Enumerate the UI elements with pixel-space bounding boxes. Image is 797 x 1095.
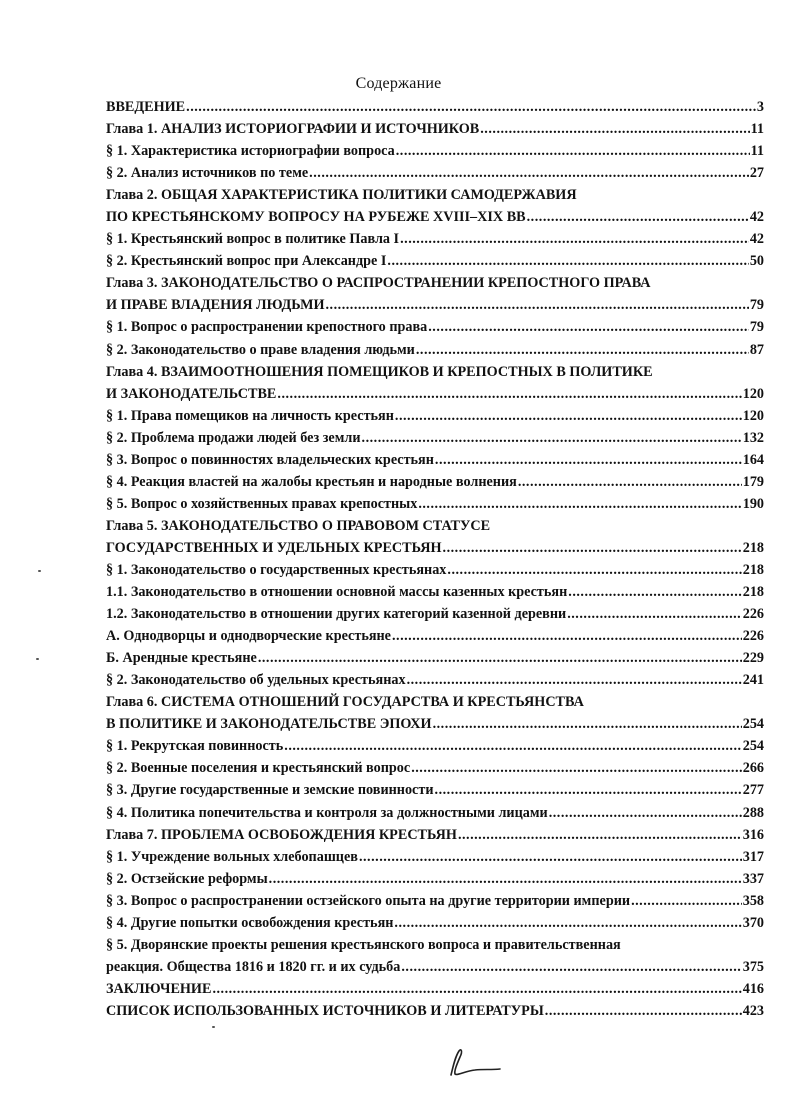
toc-dot-leader <box>518 471 742 493</box>
toc-entry <box>106 603 764 625</box>
toc-page-number: 27 <box>749 165 764 182</box>
toc-entry-title: Глава 4. ВЗАИМООТНОШЕНИЯ ПОМЕЩИКОВ И КРЕПОСТНЫХ В ПОЛИТИКЕ <box>106 363 653 380</box>
toc-entry-title: ПО КРЕСТЬЯНСКОМУ ВОПРОСУ НА РУБЕЖЕ XVIII–XIX ВВ <box>106 209 526 226</box>
table-of-contents <box>106 96 764 1022</box>
toc-entry <box>106 250 764 272</box>
toc-entry-title: ВВЕДЕНИЕ <box>106 99 186 115</box>
toc-entry <box>106 868 764 890</box>
toc-page-number: 226 <box>742 606 764 623</box>
toc-entry <box>106 802 764 824</box>
toc-page-number: 79 <box>749 297 764 314</box>
toc-entry-title: § 1. Характеристика историографии вопроса <box>106 143 395 160</box>
toc-page-number: 266 <box>742 760 764 777</box>
toc-page-number: 190 <box>742 495 764 512</box>
toc-page-number: 229 <box>742 650 764 667</box>
toc-entry-title: Глава 1. АНАЛИЗ ИСТОРИОГРАФИИ И ИСТОЧНИКОВ <box>106 121 480 138</box>
toc-dot-leader <box>407 669 742 691</box>
toc-dot-leader <box>186 96 756 118</box>
toc-entry <box>106 96 764 118</box>
toc-entry-title: § 4. Политика попечительства и контроля за должностными лицами <box>106 804 548 821</box>
toc-dot-leader <box>567 603 742 625</box>
toc-dot-leader <box>387 250 748 272</box>
toc-entry <box>106 405 764 427</box>
toc-page-number: 423 <box>742 1002 764 1019</box>
toc-entry-title: Глава 5. ЗАКОНОДАТЕЛЬСТВО О ПРАВОВОМ СТАТУСЕ <box>106 517 491 534</box>
toc-page-number: 218 <box>742 561 764 578</box>
toc-page-number: 358 <box>742 892 764 909</box>
toc-entry <box>106 228 764 250</box>
toc-entry-title: Б. Арендные крестьяне <box>106 650 257 667</box>
toc-page-number: 42 <box>749 209 764 226</box>
toc-entry <box>106 691 764 713</box>
toc-entry-title: § 1. Учреждение вольных хлебопашцев <box>106 848 358 865</box>
toc-entry-title: § 2. Крестьянский вопрос при Александре I <box>106 253 387 270</box>
toc-entry <box>106 647 764 669</box>
toc-page-number: 218 <box>742 539 764 556</box>
toc-entry-title: Глава 6. СИСТЕМА ОТНОШЕНИЙ ГОСУДАРСТВА И КРЕСТЬЯНСТВА <box>106 694 584 711</box>
toc-dot-leader <box>443 537 742 559</box>
toc-dot-leader <box>418 493 741 515</box>
toc-dot-leader <box>631 890 742 912</box>
toc-entry-title: И ЗАКОНОДАТЕЛЬСТВЕ <box>106 385 277 402</box>
toc-dot-leader <box>527 206 749 228</box>
toc-dot-leader <box>269 868 742 890</box>
toc-entry <box>106 669 764 691</box>
toc-page-number: 241 <box>742 672 764 689</box>
toc-page-number: 3 <box>756 99 764 115</box>
toc-dot-leader <box>400 228 749 250</box>
toc-page-number: 132 <box>742 429 764 446</box>
toc-entry-title: § 1. Крестьянский вопрос в политике Павла I <box>106 231 400 248</box>
toc-entry <box>106 515 764 537</box>
toc-dot-leader <box>392 625 742 647</box>
toc-dot-leader <box>395 405 742 427</box>
toc-entry <box>106 581 764 603</box>
toc-entry-title: § 4. Реакция властей на жалобы крестьян и народные волнения <box>106 473 517 490</box>
toc-entry-title: 1.1. Законодательство в отношении основной массы казенных крестьян <box>106 584 568 601</box>
toc-dot-leader <box>549 802 742 824</box>
toc-entry <box>106 713 764 735</box>
toc-entry <box>106 361 764 383</box>
toc-page-number: 120 <box>742 385 764 402</box>
toc-entry-title: § 2. Законодательство об удельных крестьянах <box>106 672 406 689</box>
toc-dot-leader <box>447 559 741 581</box>
toc-page-number: 288 <box>742 804 764 821</box>
toc-entry <box>106 471 764 493</box>
toc-entry <box>106 383 764 405</box>
scan-speck <box>212 1026 215 1028</box>
toc-page-number: 164 <box>742 451 764 468</box>
toc-entry <box>106 537 764 559</box>
toc-dot-leader <box>428 316 749 338</box>
toc-entry-title: § 3. Вопрос о распространении остзейского опыта на другие территории империи <box>106 892 631 909</box>
toc-entry-title: § 2. Военные поселения и крестьянский вопрос <box>106 760 411 777</box>
toc-entry <box>106 449 764 471</box>
toc-page-number: 42 <box>749 231 764 248</box>
toc-dot-leader <box>359 846 742 868</box>
toc-entry-title: § 5. Дворянские проекты решения крестьянского вопроса и правительственная <box>106 936 621 953</box>
toc-page-number: 317 <box>742 848 764 865</box>
toc-page-number: 254 <box>742 716 764 733</box>
toc-entry <box>106 934 764 956</box>
toc-page-number: 120 <box>742 407 764 424</box>
toc-dot-leader <box>258 647 742 669</box>
toc-dot-leader <box>458 824 742 846</box>
toc-dot-leader <box>309 162 749 184</box>
toc-entry <box>106 1000 764 1022</box>
toc-page-number: 226 <box>742 628 764 645</box>
toc-entry <box>106 339 764 361</box>
toc-entry <box>106 625 764 647</box>
toc-entry-title: реакция. Общества 1816 и 1820 гг. и их судьба <box>106 958 401 975</box>
toc-page-number: 50 <box>749 253 764 270</box>
toc-entry <box>106 493 764 515</box>
toc-entry-title: § 1. Рекрутская повинность <box>106 738 284 755</box>
toc-dot-leader <box>568 581 741 603</box>
toc-entry-title: § 5. Вопрос о хозяйственных правах крепостных <box>106 495 418 512</box>
toc-entry-title: А. Однодворцы и однодворческие крестьяне <box>106 628 391 645</box>
toc-dot-leader <box>277 383 741 405</box>
toc-page-number: 79 <box>749 319 764 336</box>
toc-entry-title: § 3. Другие государственные и земские повинности <box>106 782 434 799</box>
toc-dot-leader <box>362 427 742 449</box>
scan-speck <box>36 658 39 660</box>
toc-entry-title: Глава 2. ОБЩАЯ ХАРАКТЕРИСТИКА ПОЛИТИКИ САМОДЕРЖАВИЯ <box>106 187 577 204</box>
toc-dot-leader <box>326 294 749 316</box>
toc-dot-leader <box>433 713 742 735</box>
toc-entry <box>106 272 764 294</box>
toc-page-number: 370 <box>742 914 764 931</box>
toc-dot-leader <box>435 779 742 801</box>
toc-page-number: 337 <box>742 870 764 887</box>
page-title: Содержание <box>355 75 442 92</box>
toc-dot-leader <box>411 757 742 779</box>
toc-entry-title: § 4. Другие попытки освобождения крестьян <box>106 914 394 931</box>
toc-page-number: 416 <box>742 980 764 997</box>
toc-page-number: 11 <box>750 143 764 160</box>
toc-dot-leader <box>545 1000 742 1022</box>
toc-entry <box>106 846 764 868</box>
toc-entry-title: 1.2. Законодательство в отношении других категорий казенной деревни <box>106 606 567 623</box>
toc-entry <box>106 206 764 228</box>
toc-dot-leader <box>480 118 749 140</box>
toc-dot-leader <box>416 339 749 361</box>
toc-entry <box>106 140 764 162</box>
toc-entry <box>106 118 764 140</box>
toc-dot-leader <box>212 978 741 1000</box>
toc-page-number: 277 <box>742 782 764 799</box>
toc-page-number: 179 <box>742 473 764 490</box>
toc-entry <box>106 316 764 338</box>
toc-entry <box>106 912 764 934</box>
toc-page-number: 375 <box>742 958 764 975</box>
toc-entry-title: § 3. Вопрос о повинностях владельческих крестьян <box>106 451 434 468</box>
toc-entry-title: В ПОЛИТИКЕ И ЗАКОНОДАТЕЛЬСТВЕ ЭПОХИ <box>106 716 432 733</box>
toc-entry <box>106 978 764 1000</box>
toc-entry <box>106 559 764 581</box>
toc-page-number: 218 <box>742 584 764 601</box>
toc-entry-title: § 2. Законодательство о праве владения людьми <box>106 341 415 358</box>
toc-entry-title: § 2. Анализ источников по теме <box>106 165 309 182</box>
handwritten-page-mark-icon <box>445 1045 505 1079</box>
toc-entry-title: § 1. Вопрос о распространении крепостного права <box>106 319 428 336</box>
toc-page-number: 11 <box>750 121 764 138</box>
toc-entry-title: § 1. Права помещиков на личность крестьян <box>106 407 394 424</box>
toc-entry <box>106 824 764 846</box>
toc-entry-title: ЗАКЛЮЧЕНИЕ <box>106 980 212 997</box>
toc-entry <box>106 162 764 184</box>
toc-page-number: 254 <box>742 738 764 755</box>
toc-dot-leader <box>401 956 741 978</box>
toc-dot-leader <box>394 912 741 934</box>
toc-entry-title: § 1. Законодательство о государственных крестьянах <box>106 561 447 578</box>
toc-entry <box>106 184 764 206</box>
toc-page-number: 316 <box>742 826 764 843</box>
scan-speck <box>38 570 41 572</box>
toc-entry-title: § 2. Проблема продажи людей без земли <box>106 429 361 446</box>
toc-entry <box>106 890 764 912</box>
toc-entry-title: § 2. Остзейские реформы <box>106 870 268 887</box>
toc-entry-title: ГОСУДАРСТВЕННЫХ И УДЕЛЬНЫХ КРЕСТЬЯН <box>106 539 442 556</box>
toc-dot-leader <box>396 140 750 162</box>
toc-entry-title: Глава 7. ПРОБЛЕМА ОСВОБОЖДЕНИЯ КРЕСТЬЯН <box>106 826 457 843</box>
toc-entry-title: И ПРАВЕ ВЛАДЕНИЯ ЛЮДЬМИ <box>106 297 325 314</box>
toc-entry <box>106 427 764 449</box>
toc-entry <box>106 757 764 779</box>
toc-entry-title: Глава 3. ЗАКОНОДАТЕЛЬСТВО О РАСПРОСТРАНЕНИИ КРЕПОСТНОГО ПРАВА <box>106 275 651 292</box>
toc-entry <box>106 779 764 801</box>
toc-entry <box>106 294 764 316</box>
toc-dot-leader <box>435 449 742 471</box>
toc-entry <box>106 956 764 978</box>
toc-entry-title: СПИСОК ИСПОЛЬЗОВАННЫХ ИСТОЧНИКОВ И ЛИТЕРАТУРЫ <box>106 1002 544 1019</box>
toc-entry <box>106 735 764 757</box>
toc-page-number: 87 <box>749 341 764 358</box>
toc-dot-leader <box>284 735 741 757</box>
